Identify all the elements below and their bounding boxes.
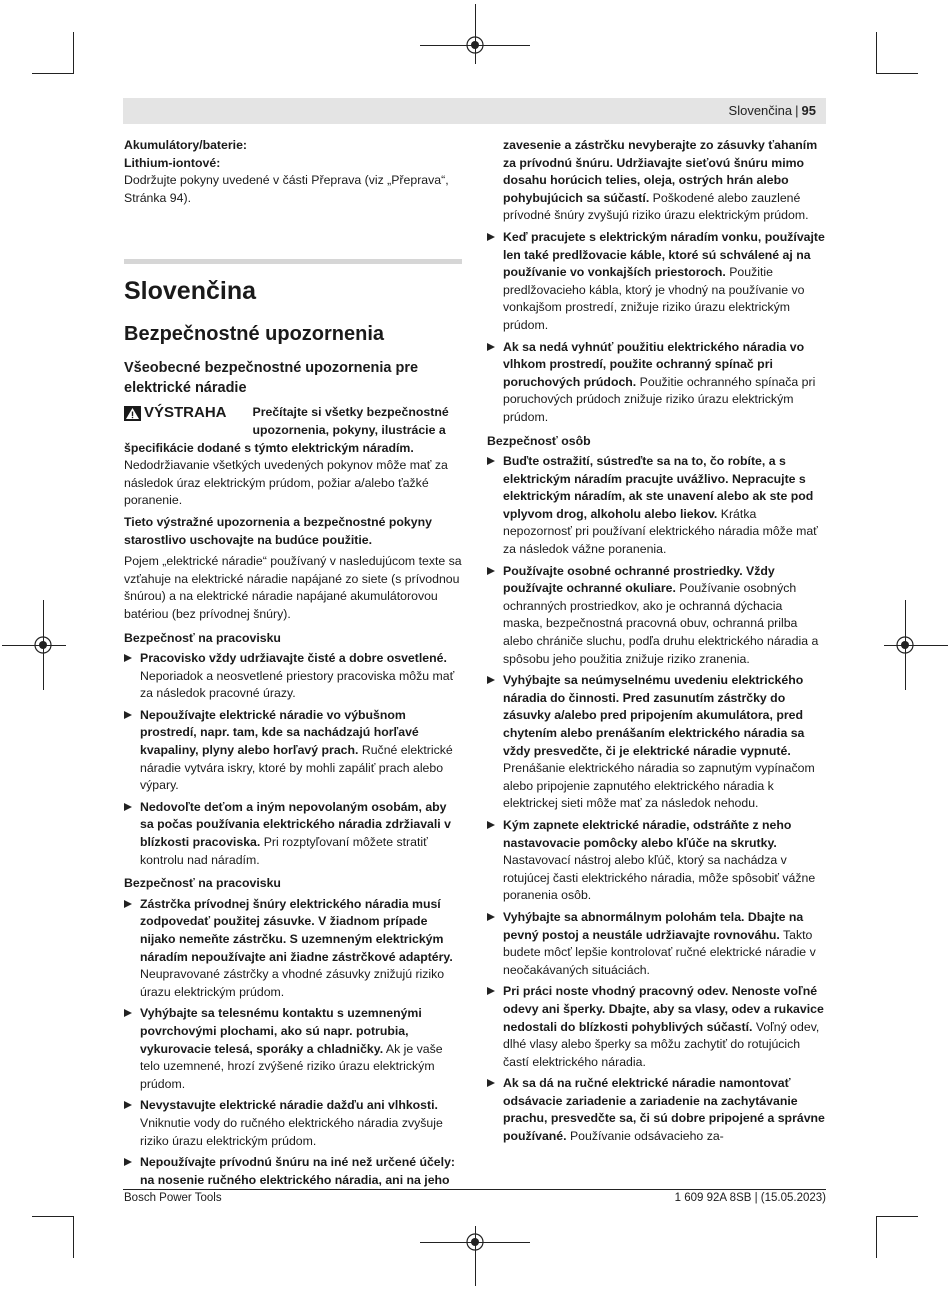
bullet-arrow-icon bbox=[487, 1079, 495, 1087]
crop-mark bbox=[32, 73, 74, 74]
list-item bbox=[487, 339, 825, 427]
header-section: Slovenčina bbox=[728, 103, 793, 118]
warning-triangle-icon bbox=[124, 406, 141, 421]
crop-mark bbox=[876, 32, 877, 74]
battery-type: Lithium-iontové: bbox=[124, 155, 221, 170]
crop-mark bbox=[876, 1216, 877, 1258]
right-column bbox=[487, 137, 825, 1150]
list-item bbox=[124, 799, 462, 869]
item-bold: Ak sa nedá vyhnúť použitiu elektrického náradia vo vlhkom prostredí, použite ochranný spínač pri poruchových prúdoch. bbox=[503, 339, 805, 389]
item-text: Používanie odsávacieho za- bbox=[566, 1129, 724, 1144]
item-text: Použitie ochranného spínača pri poruchových prúdoch znižuje riziko úrazu elektrickým prúdom. bbox=[503, 374, 816, 424]
item-bold: Ak sa dá na ručné elektrické náradie namontovať odsávacie zariadenie a zariadenie na zachytávanie prachu, presvedčte sa, či sú dobre pripojené a správne používané. bbox=[503, 1076, 825, 1144]
crop-mark bbox=[475, 4, 476, 64]
page-number: 95 bbox=[801, 103, 816, 118]
general-safety-title: Všeobecné bezpečnostné upozornenia pre elektrické náradie bbox=[124, 360, 419, 397]
item-bold: Vyhýbajte sa abnormálnym polohám tela. Dbajte na pevný postoj a neustále udržiavajte rovnováhu. bbox=[503, 909, 804, 942]
list-item bbox=[124, 1005, 462, 1093]
list-item-continued bbox=[487, 137, 825, 225]
item-text: Vniknutie vody do ručného elektrického náradia zvyšuje riziko úrazu elektrickým prúdom. bbox=[140, 1115, 443, 1148]
bullet-arrow-icon bbox=[487, 343, 495, 351]
electrical-safety-title: Bezpečnosť na pracovisku bbox=[124, 876, 281, 891]
battery-text: Dodržujte pokyny uvedené v části Přeprava (viz „Přeprava“, Stránka 94). bbox=[124, 173, 449, 205]
item-bold: Nedovoľte deťom a iným nepovolaným osobám, aby sa počas používania elektrického náradia zdržiavali v blízkosti pracoviska. bbox=[140, 799, 451, 850]
item-bold: Používajte osobné ochranné prostriedky. Vždy používajte ochranné okuliare. bbox=[503, 563, 775, 596]
bullet-arrow-icon bbox=[487, 567, 495, 575]
footer-doc-id: 1 609 92A 8SB | (15.05.2023) bbox=[674, 1192, 826, 1204]
term-definition: Pojem „elektrické náradie“ používaný v nasledujúcom texte sa vzťahuje na elektrické náradie napájané zo siete (s prívodnou šnúrou) a na elektrické náradie napájané akumulátorovou batériou (bez prívodnej šnúry). bbox=[124, 554, 462, 621]
page-header bbox=[123, 98, 826, 124]
list-item bbox=[124, 1097, 462, 1150]
crop-mark bbox=[73, 32, 74, 74]
item-text: Ručné elektrické náradie vytvára iskry, ktoré by mohli zapáliť prach alebo výpary. bbox=[140, 743, 453, 793]
registration-mark-icon bbox=[33, 635, 53, 655]
registration-mark-icon bbox=[465, 35, 485, 55]
list-item bbox=[487, 453, 825, 559]
personal-safety-title: Bezpečnosť osôb bbox=[487, 433, 591, 448]
list-item bbox=[487, 1075, 825, 1145]
header-text bbox=[729, 103, 816, 118]
crop-mark bbox=[876, 73, 918, 74]
item-text: Poškodené alebo zauzlené prívodné šnúry zvyšujú riziko úrazu elektrickým prúdom. bbox=[503, 190, 809, 223]
item-text: Nastavovací nástroj alebo kľúč, ktorý sa nachádza v rotujúcej časti elektrického náradia, môže spôsobiť vážne poranenia osôb. bbox=[503, 853, 816, 903]
bullet-arrow-icon bbox=[124, 654, 132, 662]
crop-mark bbox=[32, 1216, 74, 1217]
warning-label-text: VÝSTRAHA bbox=[144, 404, 227, 422]
warning-text: Nedodržiavanie všetkých uvedených pokynov môže mať za následok úraz elektrickým prúdom, požiar a/alebo ťažké poranenie. bbox=[124, 458, 448, 508]
crop-mark bbox=[876, 1216, 918, 1217]
item-bold: Buďte ostražití, sústreďte sa na to, čo robíte, a s elektrickým náradím pracujte uvážlivo. Nepracujte s elektrickým náradím, ak ste unavení alebo ak ste pod vplyvom drog, alkoholu alebo liekov. bbox=[503, 454, 814, 521]
item-text: Ak je vaše telo uzemnené, hrozí zvýšené riziko úrazu elektrickým prúdom. bbox=[140, 1041, 443, 1091]
list-item bbox=[487, 909, 825, 979]
bullet-arrow-icon bbox=[124, 900, 132, 908]
item-bold: Vyhýbajte sa telesnému kontaktu s uzemnenými povrchovými plochami, ako sú napr. potrubia, vykurovacie telesá, sporáky a chladničky. bbox=[140, 1006, 422, 1056]
bullet-arrow-icon bbox=[124, 803, 132, 811]
header-separator: | bbox=[795, 103, 799, 118]
item-bold: Zástrčka prívodnej šnúry elektrického náradia musí zodpovedať použitej zásuvke. V žiadnom prípade nijako nemeňte zástrčku. S uzemneným elektrickým náradím nepoužívajte ani žiadne zástrčkové adaptéry. bbox=[140, 896, 453, 964]
work-area-title: Bezpečnosť na pracovisku bbox=[124, 630, 281, 645]
item-text: Použitie predlžovacieho kábla, ktorý je vhodný na používanie vo vonkajšom prostredí, znižuje riziko úrazu elektrickým prúdom. bbox=[503, 265, 805, 332]
list-item bbox=[124, 896, 462, 1002]
bullet-arrow-icon bbox=[487, 676, 495, 684]
item-bold: Kým zapnete elektrické náradie, odstráňte z neho nastavovacie pomôcky alebo kľúče na skrutky. bbox=[503, 817, 792, 850]
language-divider bbox=[124, 259, 462, 264]
safety-title: Bezpečnostné upozornenia bbox=[124, 323, 385, 346]
bullet-arrow-icon bbox=[487, 457, 495, 465]
list-item bbox=[124, 707, 462, 795]
warning-block bbox=[124, 404, 462, 510]
warning-label bbox=[124, 404, 227, 422]
item-bold: Vyhýbajte sa neúmyselnému uvedeniu elektrického náradia do činnosti. Pred zasunutím zástrčky do zásuvky a/alebo pred pripojením akumulátora, pred chytením alebo prenášaním elektrického náradia sa vždy presvedčte, či je elektrické náradie vypnuté. bbox=[503, 673, 805, 758]
list-item bbox=[487, 563, 825, 669]
list-item bbox=[124, 1154, 462, 1189]
list-item bbox=[487, 983, 825, 1071]
battery-title: Akumulátory/baterie: bbox=[124, 138, 247, 152]
list-item bbox=[124, 650, 462, 703]
item-bold: zavesenie a zástrčku nevyberajte zo zásuvky ťahaním za prívodnú šnúru. Udržiavajte sieťovú šnúru mimo dosahu horúcich telies, oleja, ostrých hrán alebo pohybujúcich sa súčastí. bbox=[503, 138, 818, 205]
bullet-arrow-icon bbox=[487, 821, 495, 829]
item-text: Krátka nepozornosť pri používaní elektrického náradia môže mať za následok vážne poranenia. bbox=[503, 506, 818, 557]
left-column bbox=[124, 137, 462, 1193]
registration-mark-icon bbox=[895, 635, 915, 655]
bullet-arrow-icon bbox=[124, 711, 132, 719]
item-text: Voľný odev, dlhé vlasy alebo šperky sa môžu zachytiť do rotujúcich častí elektrického náradia. bbox=[503, 1019, 820, 1069]
registration-mark-icon bbox=[465, 1232, 485, 1252]
item-text: Používanie osobných ochranných prostriedkov, ako je ochranná dýchacia maska, bezpečnostná pracovná obuv, ochranná prilba alebo chrániče sluchu, podľa druhu elektrického náradia a spôsobu jeho použitia znižuje riziko zranenia. bbox=[503, 581, 819, 666]
item-text: Takto budete môcť lepšie kontrolovať ručné elektrické náradie v neočakávaných situáciách. bbox=[503, 927, 816, 977]
item-bold: Pri práci noste vhodný pracovný odev. Nenoste voľné odevy ani šperky. Dbajte, aby sa vlasy, odev a rukavice nedostali do blízkosti pohyblivých súčastí. bbox=[503, 984, 824, 1034]
item-text: Prenášanie elektrického náradia so zapnutým vypínačom alebo pripojenie zapnutého elektrického náradia k elektrickej sieti môže mať za následok nehodu. bbox=[503, 761, 815, 811]
warning-bold-text: Prečítajte si všetky bezpečnostné upozornenia, pokyny, ilustrácie a špecifikácie dodané s týmto elektrickým náradím. bbox=[124, 405, 449, 455]
language-title: Slovenčina bbox=[124, 277, 256, 306]
crop-mark bbox=[884, 645, 948, 646]
list-item bbox=[487, 672, 825, 813]
item-bold: Pracovisko vždy udržiavajte čisté a dobre osvetlené. bbox=[140, 651, 447, 666]
footer-brand: Bosch Power Tools bbox=[124, 1192, 222, 1204]
keep-instructions: Tieto výstražné upozornenia a bezpečnostné pokyny starostlivo uschovajte na budúce použitie. bbox=[124, 514, 432, 547]
bullet-arrow-icon bbox=[124, 1158, 132, 1166]
footer-divider bbox=[123, 1189, 826, 1190]
item-bold: Keď pracujete s elektrickým náradím vonku, používajte len také predlžovacie káble, ktoré sú schválené aj na používanie vo vonkajších priestoroch. bbox=[503, 229, 825, 280]
bullet-arrow-icon bbox=[124, 1009, 132, 1017]
item-bold: Nevystavujte elektrické náradie dažďu ani vlhkosti. bbox=[140, 1098, 438, 1113]
item-text: Neporiadok a neosvetlené priestory pracoviska môžu mať za následok pracovné úrazy. bbox=[140, 668, 455, 701]
bullet-arrow-icon bbox=[487, 913, 495, 921]
item-text: Pri rozptyľovaní môžete stratiť kontrolu nad náradím. bbox=[140, 835, 428, 867]
bullet-arrow-icon bbox=[487, 233, 495, 241]
crop-mark bbox=[73, 1216, 74, 1258]
item-bold: Nepoužívajte prívodnú šnúru na iné než určené účely: na nosenie ručného elektrického náradia, ani na jeho bbox=[140, 1155, 455, 1187]
item-text: Neupravované zástrčky a vhodné zásuvky znižujú riziko úrazu elektrickým prúdom. bbox=[140, 967, 445, 999]
bullet-arrow-icon bbox=[124, 1101, 132, 1109]
list-item bbox=[487, 229, 825, 335]
bullet-arrow-icon bbox=[487, 987, 495, 995]
list-item bbox=[487, 817, 825, 905]
item-bold: Nepoužívajte elektrické náradie vo výbušnom prostredí, napr. tam, kde sa nachádzajú horľavé kvapaliny, plyny alebo horľavý prach. bbox=[140, 707, 419, 758]
